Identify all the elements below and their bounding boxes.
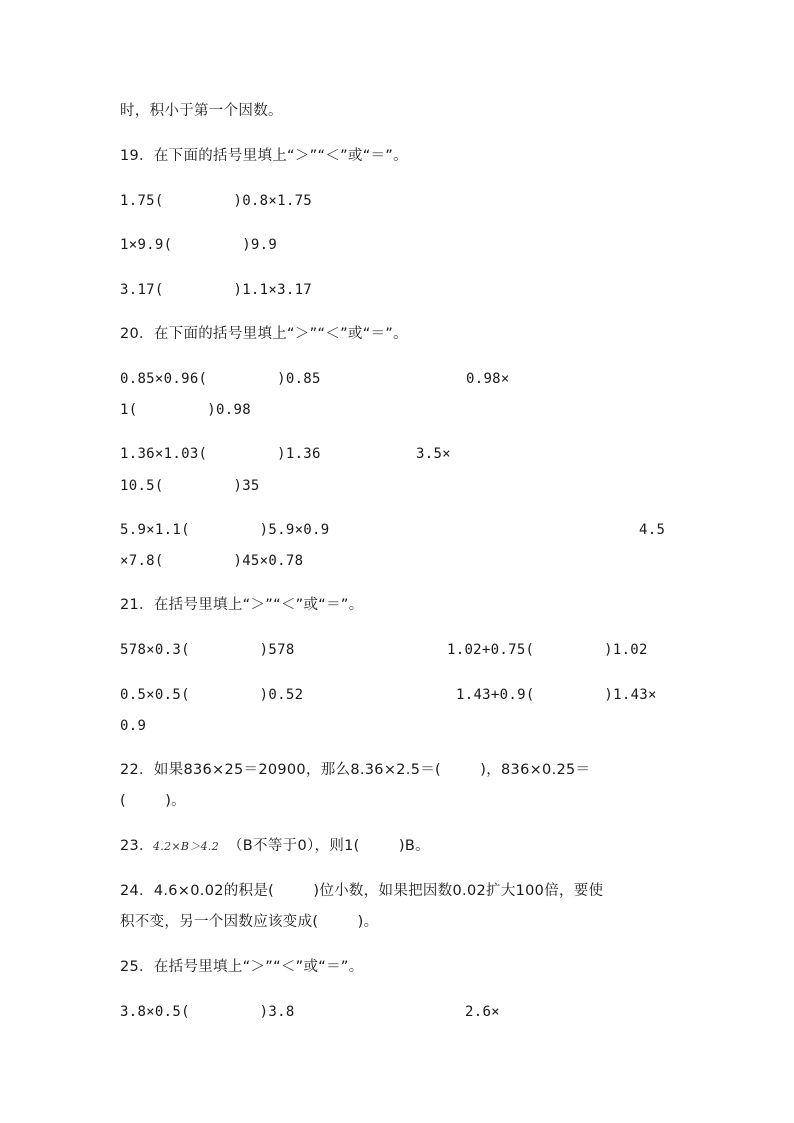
- question-21-item: 0.5×0.5( )0.52: [120, 687, 304, 703]
- question-20-item: 4.5: [639, 522, 666, 538]
- question-20-item: 5.9×1.1( )5.9×0.9: [120, 522, 330, 538]
- question-21-item: 578×0.3( )578: [120, 642, 295, 658]
- question-23-formula: 4.2×B＞4.2: [153, 840, 219, 853]
- question-19-item: 3.17( )1.1×3.17: [120, 282, 313, 298]
- question-20-item: 0.98×: [466, 371, 510, 387]
- question-19-item: 1×9.9( )9.9: [120, 237, 278, 253]
- question-20-item: 10.5( )35: [120, 478, 260, 494]
- question-24-line: 积不变，另一个因数应该变成( )。: [120, 914, 379, 930]
- question-20-item: ×7.8( )45×0.78: [120, 553, 304, 569]
- question-21-title: 21．在括号里填上“＞”“＜”或“＝”。: [120, 597, 364, 613]
- question-19-title: 19．在下面的括号里填上“＞”“＜”或“＝”。: [120, 148, 408, 164]
- question-20-item: 1.36×1.03( )1.36: [120, 446, 321, 462]
- question-25-item: 3.8×0.5( )3.8: [120, 1004, 295, 1020]
- question-21-item: 0.9: [120, 718, 147, 734]
- question-20-item: 1( )0.98: [120, 402, 251, 418]
- question-20-item: 0.85×0.96( )0.85: [120, 371, 321, 387]
- question-24-line: 24．4.6×0.02的积是( )位小数，如果把因数0.02扩大100倍，要使: [120, 883, 604, 899]
- text-line: 时，积小于第一个因数。: [120, 103, 283, 119]
- question-21-item: 1.43+0.9( )1.43×: [456, 687, 657, 703]
- question-20-item: 3.5×: [416, 446, 451, 462]
- question-22-line: 22．如果836×25＝20900，那么8.36×2.5＝( )，836×0.25＝: [120, 762, 591, 778]
- question-25-item: 2.6×: [465, 1004, 500, 1020]
- question-25-title: 25．在括号里填上“＞”“＜”或“＝”。: [120, 959, 364, 975]
- question-23-number: 23．: [120, 838, 154, 854]
- question-20-title: 20．在下面的括号里填上“＞”“＜”或“＝”。: [120, 326, 408, 342]
- question-23-text: （B不等于0），则1( )B。: [228, 838, 430, 854]
- question-19-item: 1.75( )0.8×1.75: [120, 193, 313, 209]
- question-21-item: 1.02+0.75( )1.02: [447, 642, 648, 658]
- question-22-line: ( )。: [120, 793, 186, 809]
